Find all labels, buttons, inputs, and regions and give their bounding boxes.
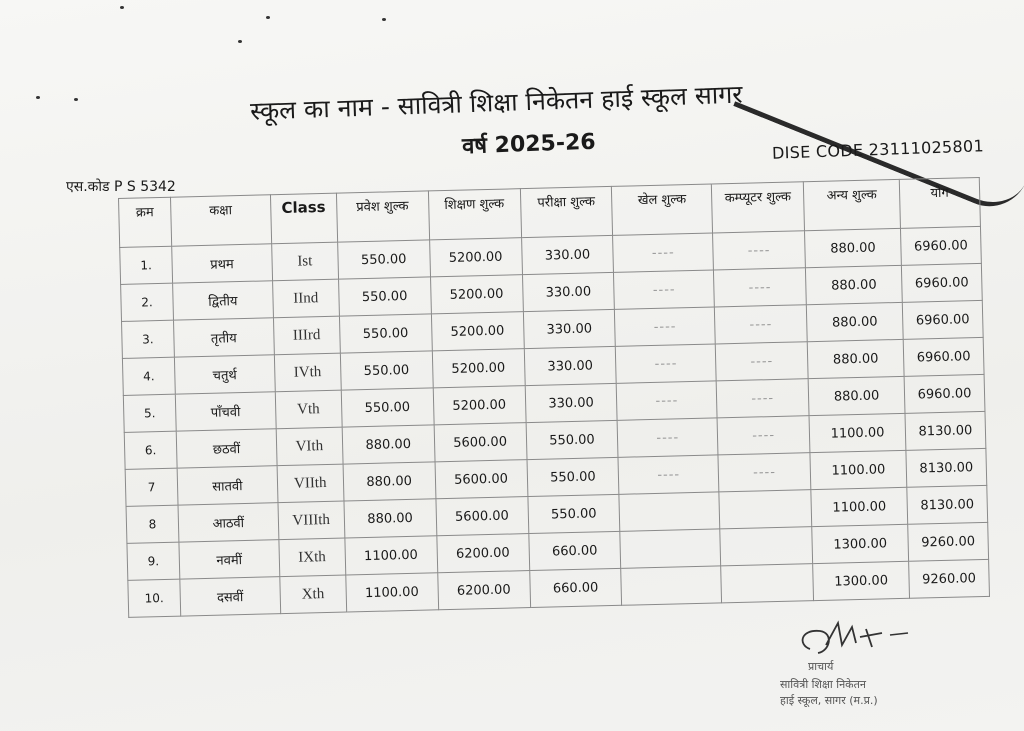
tuition-fee-cell: 5200.00 (431, 312, 524, 351)
admission-fee-cell: 550.00 (341, 388, 434, 427)
admission-fee-cell: 880.00 (342, 425, 435, 464)
class-cell: IInd (272, 279, 339, 318)
admission-fee-cell: 550.00 (339, 314, 432, 353)
exam-fee-cell: 330.00 (521, 235, 614, 274)
kaksha-cell: चतुर्थ (174, 355, 275, 394)
kaksha-cell: दसवीं (180, 577, 281, 616)
exam-fee-cell: 330.00 (525, 383, 618, 422)
total-cell: 6960.00 (902, 300, 983, 339)
computer-fee-cell (720, 527, 813, 566)
tuition-fee-cell: 5600.00 (434, 423, 527, 462)
sports-fee-cell: ---- (615, 307, 716, 346)
total-cell: 9260.00 (909, 559, 990, 598)
fee-table (118, 177, 990, 618)
tuition-fee-cell: 5200.00 (429, 238, 522, 277)
other-fee-cell: 1300.00 (813, 561, 910, 600)
col-header-exam-fee: परीक्षा शुल्क (520, 186, 613, 237)
speck-mark (74, 98, 78, 101)
sports-fee-cell (621, 566, 722, 605)
tuition-fee-cell: 5200.00 (430, 275, 523, 314)
serial-cell: 3. (122, 320, 175, 358)
dise-code: DISE CODE 23111025801 (771, 136, 985, 163)
admission-fee-cell: 550.00 (338, 277, 431, 316)
other-fee-cell: 1300.00 (812, 524, 909, 563)
col-header-class: Class (270, 193, 337, 244)
signature-scribble (790, 615, 910, 663)
tuition-fee-cell: 5600.00 (435, 460, 528, 499)
sports-fee-cell (619, 492, 720, 531)
exam-fee-cell: 330.00 (523, 309, 616, 348)
class-cell: Vth (275, 390, 342, 429)
signature-role: प्राचार्य (808, 660, 834, 673)
tuition-fee-cell: 6200.00 (436, 534, 529, 573)
serial-cell: 2. (121, 283, 174, 321)
serial-cell: 4. (122, 357, 175, 395)
other-fee-cell: 880.00 (807, 339, 904, 378)
tuition-fee-cell: 5600.00 (436, 497, 529, 536)
total-cell: 8130.00 (907, 485, 988, 524)
class-cell: VIth (276, 427, 343, 466)
kaksha-cell: छठवीं (176, 429, 277, 468)
exam-fee-cell: 660.00 (528, 531, 621, 570)
fee-table-body (120, 226, 990, 617)
class-cell: VIIIth (278, 501, 345, 540)
col-header-kaksha: कक्षा (170, 195, 271, 246)
exam-fee-cell: 330.00 (522, 272, 615, 311)
class-cell: IVth (274, 353, 341, 392)
other-fee-cell: 880.00 (805, 228, 902, 267)
exam-fee-cell: 550.00 (526, 420, 619, 459)
other-fee-cell: 880.00 (808, 376, 905, 415)
total-cell: 6960.00 (903, 337, 984, 376)
admission-fee-cell: 880.00 (344, 499, 437, 538)
tuition-fee-cell: 5200.00 (432, 349, 525, 388)
computer-fee-cell: ---- (713, 231, 806, 270)
sports-fee-cell: ---- (618, 455, 719, 494)
computer-fee-cell: ---- (714, 268, 807, 307)
serial-cell: 9. (127, 542, 180, 580)
serial-cell: 5. (123, 394, 176, 432)
admission-fee-cell: 1100.00 (345, 536, 438, 575)
col-header-sports-fee: खेल शुल्क (612, 184, 713, 235)
principal-signature-block (780, 615, 940, 715)
kaksha-cell: नवमीं (179, 540, 280, 579)
fee-table-container (118, 177, 990, 638)
other-fee-cell: 880.00 (806, 302, 903, 341)
tuition-fee-cell: 5200.00 (433, 386, 526, 425)
serial-cell: 6. (124, 431, 177, 469)
class-cell: VIIth (277, 464, 344, 503)
serial-cell: 1. (120, 246, 173, 284)
speck-mark (238, 40, 242, 43)
kaksha-cell: तृतीय (173, 318, 274, 357)
kaksha-cell: प्रथम (172, 244, 273, 283)
col-header-other-fee: अन्य शुल्क (803, 179, 900, 230)
total-cell: 6960.00 (901, 263, 982, 302)
other-fee-cell: 880.00 (806, 265, 903, 304)
speck-mark (382, 18, 386, 21)
col-header-admission-fee: प्रवेश शुल्क (336, 191, 429, 242)
computer-fee-cell (721, 564, 814, 603)
total-cell: 8130.00 (906, 448, 987, 487)
speck-mark (266, 16, 270, 19)
computer-fee-cell: ---- (715, 342, 808, 381)
col-header-serial: क्रम (119, 197, 172, 247)
total-cell: 9260.00 (908, 522, 989, 561)
session-year: वर्ष 2025-26 (461, 129, 597, 160)
col-header-total: योग (899, 177, 980, 228)
exam-fee-cell: 550.00 (527, 494, 620, 533)
speck-mark (120, 6, 124, 9)
col-header-tuition-fee: शिक्षण शुल्क (428, 189, 521, 240)
school-code: एस.कोड P S 5342 (66, 179, 176, 195)
exam-fee-cell: 330.00 (524, 346, 617, 385)
other-fee-cell: 1100.00 (810, 450, 907, 489)
other-fee-cell: 1100.00 (811, 487, 908, 526)
sports-fee-cell: ---- (614, 270, 715, 309)
sports-fee-cell: ---- (616, 344, 717, 383)
computer-fee-cell: ---- (716, 379, 809, 418)
kaksha-cell: पाँचवी (175, 392, 276, 431)
admission-fee-cell: 550.00 (337, 240, 430, 279)
kaksha-cell: आठवीं (178, 503, 279, 542)
sports-fee-cell (620, 529, 721, 568)
col-header-computer-fee: कम्प्यूटर शुल्क (712, 182, 805, 233)
signature-school-line1: सावित्री शिक्षा निकेतन (780, 678, 867, 691)
class-cell: IIIrd (273, 316, 340, 355)
total-cell: 6960.00 (900, 226, 981, 265)
admission-fee-cell: 550.00 (340, 351, 433, 390)
sports-fee-cell: ---- (617, 381, 718, 420)
exam-fee-cell: 660.00 (529, 568, 622, 607)
class-cell: IXth (279, 538, 346, 577)
exam-fee-cell: 550.00 (527, 457, 620, 496)
speck-mark (36, 96, 40, 99)
total-cell: 8130.00 (905, 411, 986, 450)
tuition-fee-cell: 6200.00 (437, 571, 530, 610)
signature-school-line2: हाई स्कूल, सागर (म.प्र.) (780, 694, 878, 707)
admission-fee-cell: 1100.00 (345, 573, 438, 612)
other-fee-cell: 1100.00 (809, 413, 906, 452)
sports-fee-cell: ---- (613, 233, 714, 272)
computer-fee-cell: ---- (717, 416, 810, 455)
computer-fee-cell (719, 490, 812, 529)
admission-fee-cell: 880.00 (343, 462, 436, 501)
sports-fee-cell: ---- (617, 418, 718, 457)
kaksha-cell: द्वितीय (173, 281, 274, 320)
serial-cell: 7 (125, 468, 178, 506)
serial-cell: 10. (128, 579, 181, 617)
school-name-title: स्कूल का नाम - सावित्री शिक्षा निकेतन हाई स्कूल सागर (249, 79, 743, 126)
class-cell: Ist (271, 242, 338, 281)
computer-fee-cell: ---- (718, 453, 811, 492)
kaksha-cell: सातवी (177, 466, 278, 505)
class-cell: Xth (280, 575, 347, 614)
computer-fee-cell: ---- (715, 305, 808, 344)
total-cell: 6960.00 (904, 374, 985, 413)
serial-cell: 8 (126, 505, 179, 543)
